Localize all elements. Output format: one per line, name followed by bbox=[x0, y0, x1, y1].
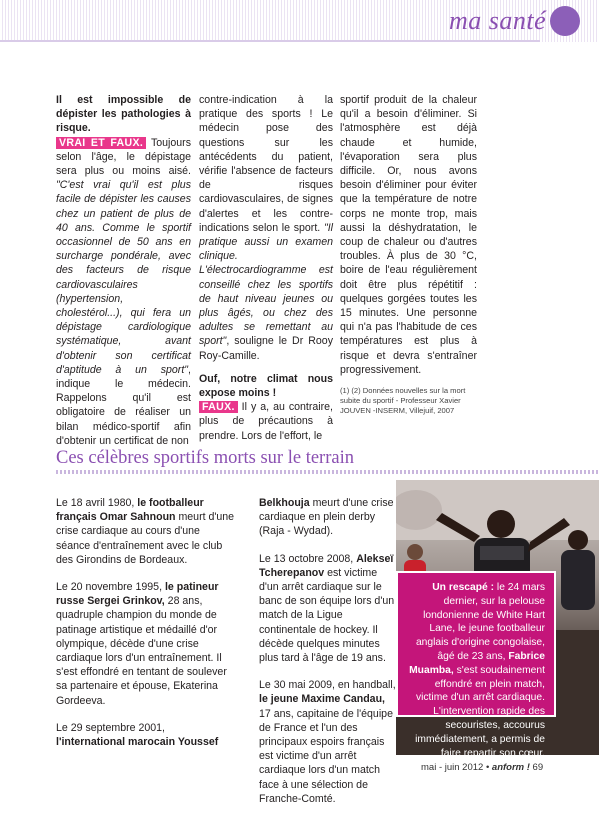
article-column-2 bbox=[199, 93, 333, 452]
page-number: 69 bbox=[529, 762, 544, 773]
quote-text: "Il pratique aussi un examen clinique. L'électrocardiogramme est conseillé chez les sportifs de haut niveau jeunes ou plus âgés, ou chez des adultes se remettant au sport" bbox=[199, 221, 333, 348]
sidebar-column-2 bbox=[259, 496, 396, 819]
article-column-3 bbox=[340, 93, 477, 416]
page-footer: mai - juin 2012 • anform ! 69 bbox=[421, 762, 544, 773]
list-item: Le 20 novembre 1995, le patineur russe Sergei Grinkov, 28 ans, quadruple champion du monde de patinage artistique et médaillé d'or olympique, décède d'une crise cardiaque lors d'un entraînement. Il s'est effondré en tentant de soulever sa partenaire et épouse, Ekaterina Gordeeva. bbox=[56, 581, 227, 707]
list-item: Le 30 mai 2009, en handball, le jeune Maxime Candau, 17 ans, capitaine de l'équipe de France et l'un des principaux espoirs français est victime d'un arrêt cardiaque lors d'un match face à une sélection de Franche-Comté. bbox=[259, 679, 396, 805]
quote-text: "C'est vrai qu'il est plus facile de dépister les causes chez un patient de plus de 40 ans. Comme le sportif occasionnel de 50 ans en surcharge pondérale, avec des facteurs de risque cardiovasculaires (hypertension, cholestérol...), qui fera un dépistage cardiologique systématique, avant d'obtenir son certificat d'aptitude à un sport" bbox=[56, 179, 191, 376]
magazine-brand: anform ! bbox=[491, 762, 530, 773]
question-heading: Ouf, notre climat nous expose moins ! bbox=[199, 372, 333, 400]
rescue-box: Un rescapé : le 24 mars dernier, sur la pelouse londonienne de White Hart Lane, le jeune footballeur anglais d'origine congolaise, âgé de 23 ans, Fabrice Muamba, s'est soudainement effondré en plein match, victime d'un arrêt cardiaque. L'intervention rapide des secouristes, accourus immédiatement, a permis de faire repartir son cœur. bbox=[396, 571, 556, 717]
section-circle-icon bbox=[550, 6, 580, 36]
answer-tag: VRAI ET FAUX. bbox=[56, 137, 146, 149]
body-text: Il y a, au contraire, plus de précautions à prendre. Lors de l'effort, le bbox=[199, 401, 333, 442]
list-item: Le 18 avril 1980, le footballeur français Omar Sahnoun meurt d'une crise cardiaque au cours d'une séance d'entraînement avec le club des Girondins de Bordeaux. bbox=[56, 497, 235, 566]
list-item: Le 29 septembre 2001, l'international marocain Youssef bbox=[56, 721, 219, 749]
footnote: (1) (2) Données nouvelles sur la mort subite du sportif - Professeur Xavier JOUVEN -INSERM, Villejuif, 2007 bbox=[340, 386, 466, 416]
body-text: sportif produit de la chaleur qu'il a besoin d'éliminer. Si l'atmosphère est déjà chaude et humide, l'évaporation sera plus difficile. Or, nous avons besoin d'éliminer pour éviter que la température de notre corps ne monte trop, mais aussi la déshydratation, le coup de chaleur ou d'autres troubles. À plus de 30 °C, boire de l'eau régulièrement doit être plus répétitif : quelques gorgées toutes les 15 minutes. Une personne qui n'a pas l'habitude de ces températures est plus à risque et devra s'entraîner progressivement. bbox=[340, 94, 477, 376]
body-text: contre-indication à la pratique des sports ! Le médecin pose des questions sur les antécédents du patient, vérifie l'absence de facteurs de risques cardiovasculaires, de signes d'alertes et les contre-indications selon le sport. bbox=[199, 94, 333, 234]
section-title: ma santé bbox=[449, 6, 547, 35]
body-text: , indique le médecin. Rappelons qu'il est obligatoire de réaliser un bilan médico-sportif afin d'obtenir un certificat de non bbox=[56, 363, 191, 447]
header-rule bbox=[0, 40, 540, 42]
body-text: , souligne le Dr Rooy Roy-Camille. bbox=[199, 335, 333, 362]
box-lead: Un rescapé : bbox=[432, 582, 495, 593]
box-name: Fabrice Muamba, bbox=[409, 650, 545, 676]
list-item: Belkhouja meurt d'une crise cardiaque en plein derby (Raja - Wydad). bbox=[259, 497, 394, 538]
answer-tag: FAUX. bbox=[199, 401, 238, 413]
sidebar-rule bbox=[56, 470, 599, 474]
sidebar-heading: Ces célèbres sportifs morts sur le terrain bbox=[56, 448, 354, 468]
article-column-1 bbox=[56, 93, 191, 457]
question-heading: Il est impossible de dépister les pathologies à risque. bbox=[56, 94, 191, 135]
sidebar-column-1 bbox=[56, 496, 236, 762]
list-item: Le 13 octobre 2008, Alekseï Tcherepanov est victime d'un arrêt cardiaque sur le banc de son équipe lors d'un match de la Ligue continentale de hockey. Il décède quelques minutes plus tard à l'âge de 19 ans. bbox=[259, 552, 395, 665]
body-text: Toujours selon l'âge, le dépistage sera plus ou moins aisé. bbox=[56, 136, 191, 178]
